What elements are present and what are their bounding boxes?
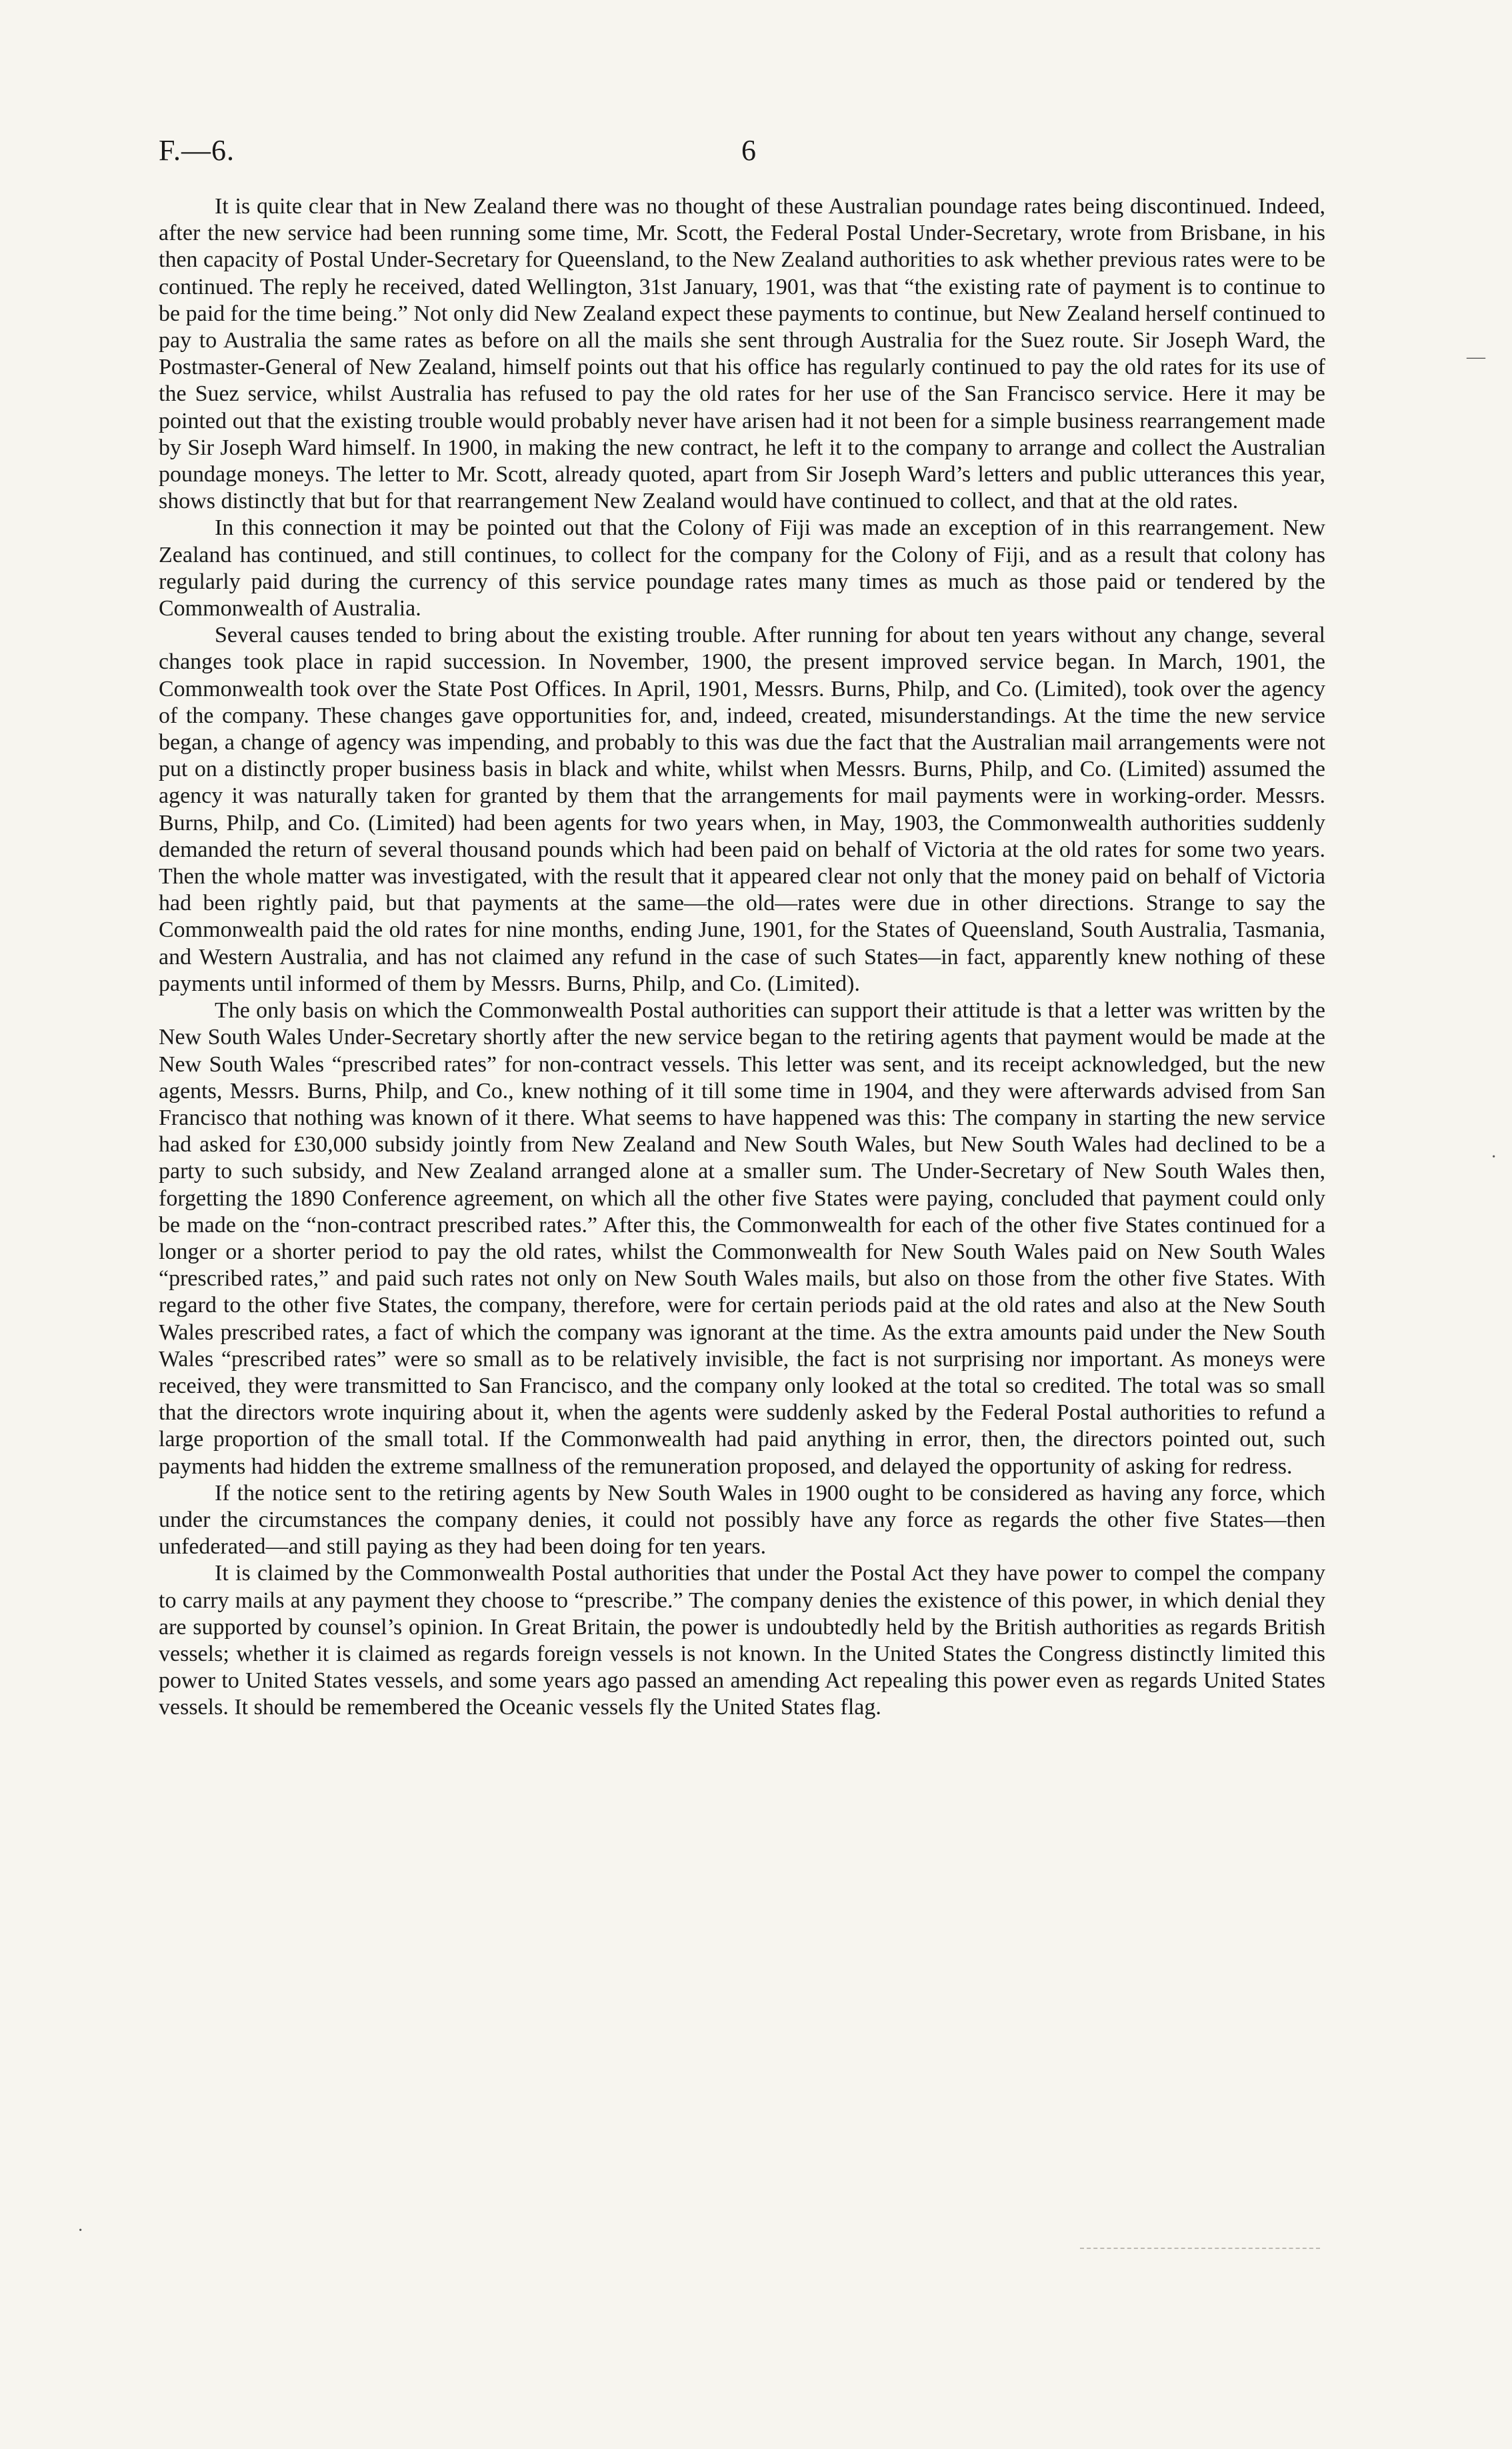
margin-mark: ·: [1491, 1147, 1497, 1167]
paragraph-nsw-letter: The only basis on which the Commonwealth Postal authorities can support their attitude is that a letter was written by the New South Wales Under-Secretary shortly after the new service began to the retiring agents that payment would be made at the New South Wales “prescribed rates” for non-contract vessels. This letter was sent, and its receipt acknowledged, but the new agents, Messrs. Burns, Philp, and Co., knew nothing of it till some time in 1904, and they were afterwards advised from San Francisco that nothing was known of it there. What seems to have happened was this: The company in starting the new service had asked for £30,000 subsidy jointly from New Zealand and New South Wales, but New South Wales had declined to be a party to such subsidy, and New Zealand arranged alone at a smaller sum. The Under-Secretary of New South Wales then, forgetting the 1890 Conference agreement, on which all the other five States were paying, concluded that payment could only be made on the “non-contract prescribed rates.” After this, the Commonwealth for each of the other five States continued for a longer or a shorter period to pay the old rates, whilst the Commonwealth for New South Wales paid on New South Wales “prescribed rates,” and paid such rates not only on New South Wales mails, but also on those from the other five States. With regard to the other five States, the company, therefore, were for certain periods paid at the old rates and also at the New South Wales prescribed rates, a fact of which the company was ignorant at the time. As the extra amounts paid under the New South Wales “prescribed rates” were so small as to be relatively invisible, the fact is not surprising nor important. As moneys were received, they were transmitted to San Francisco, and the company only looked at the total so credited. The total was so small that the directors wrote inquiring about it, when the agents were suddenly asked by the Federal Postal authorities to refund a large proportion of the small total. If the Commonwealth had paid anything in error, then, the directors pointed out, such payments had hidden the extreme smallness of the remuneration proposed, and delayed the opportunity of asking for redress.: [159, 998, 1325, 1479]
body-text: [159, 193, 1325, 1722]
margin-mark: —: [1467, 347, 1485, 367]
paragraph-causes: Several causes tended to bring about the existing trouble. After running for about ten years without any change, several changes took place in rapid succession. In November, 1900, the present improved service began. In March, 1901, the Commonwealth took over the State Post Offices. In April, 1901, Messrs. Burns, Philp, and Co. (Limited), took over the agency of the company. These changes gave opportunities for, and, indeed, created, misunderstandings. At the time the new service began, a change of agency was impending, and probably to this was due the fact that the Australian mail arrangements were not put on a distinctly proper business basis in black and white, whilst when Messrs. Burns, Philp, and Co. (Limited) assumed the agency it was naturally taken for granted by them that the arrangements for mail payments were in working-order. Messrs. Burns, Philp, and Co. (Limited) had been agents for two years when, in May, 1903, the Commonwealth authorities suddenly demanded the return of several thousand pounds which had been paid on behalf of Victoria at the old rates for some two years. Then the whole matter was investigated, with the result that it appeared clear not only that the money paid on behalf of Victoria had been rightly paid, but that payments at the same—the old—rates were due in other directions. Strange to say the Commonwealth paid the old rates for nine months, ending June, 1901, for the States of Queensland, South Australia, Tasmania, and Western Australia, and has not claimed any refund in the case of such States—in fact, apparently knew nothing of these payments until informed of them by Messrs. Burns, Philp, and Co. (Limited).: [159, 623, 1325, 996]
page-number: 6: [741, 134, 756, 167]
paragraph-fiji: In this connection it may be pointed out that the Colony of Fiji was made an exception of in this rearrangement. New Zealand has continued, and still continues, to collect for the company for the Colony of Fiji, and as a result that colony has regularly paid during the currency of this service poundage rates many times as much as those paid or tendered by the Commonwealth of Australia.: [159, 515, 1325, 621]
document-reference: F.—6.: [159, 134, 235, 167]
paragraph-postal-act: It is claimed by the Commonwealth Postal authorities that under the Postal Act they have power to compel the company to carry mails at any payment they choose to “prescribe.” The company denies the existence of this power, in which denial they are supported by counsel’s opinion. In Great Britain, the power is undoubtedly held by the British authorities as regards British vessels; whether it is claimed as regards foreign vessels is not known. In the United States the Congress distinctly limited this power to United States vessels, and some years ago passed an amending Act repealing this power even as regards United States vessels. It should be remembered the Oceanic vessels fly the United States flag.: [159, 1561, 1325, 1720]
paragraph-postal-rates: It is quite clear that in New Zealand there was no thought of these Australian poundage rates being discontinued. Indeed, after the new service had been running some time, Mr. Scott, the Federal Postal Under-Secretary, wrote from Brisbane, in his then capacity of Postal Under-Secretary for Queensland, to the New Zealand authorities to ask whether previous rates were to be continued. The reply he received, dated Wellington, 31st January, 1901, was that “the existing rate of payment is to continue to be paid for the time being.” Not only did New Zealand expect these payments to continue, but New Zealand herself continued to pay to Australia the same rates as before on all the mails she sent through Australia for the Suez route. Sir Joseph Ward, the Postmaster-General of New Zealand, himself points out that his office has regularly continued to pay the old rates for its use of the Suez service, whilst Australia has refused to pay the old rates for her use of the San Francisco service. Here it may be pointed out that the existing trouble would probably never have arisen had it not been for a simple business rearrangement made by Sir Joseph Ward himself. In 1900, in making the new contract, he left it to the company to arrange and collect the Australian poundage moneys. The letter to Mr. Scott, already quoted, apart from Sir Joseph Ward’s letters and public utterances this year, shows distinctly that but for that rearrangement New Zealand would have continued to collect, and that at the old rates.: [159, 194, 1325, 514]
paragraph-notice: If the notice sent to the retiring agents by New South Wales in 1900 ought to be considered as having any force, which under the circumstances the company denies, it could not possibly have any force as regards the other five States—then unfederated—and still paying as they had been doing for ten years.: [159, 1480, 1325, 1560]
footer-rule: [1080, 2248, 1320, 2249]
margin-mark: ·: [77, 2220, 84, 2241]
page-header: [159, 133, 1359, 173]
